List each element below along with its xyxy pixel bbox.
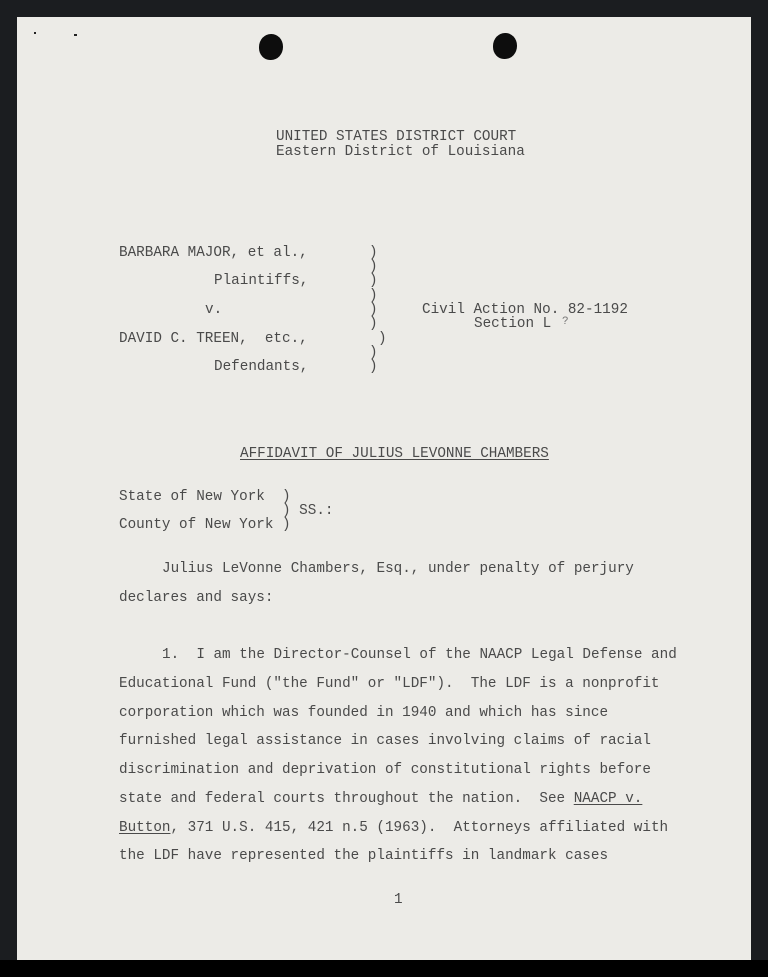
punch-hole-right [493, 33, 517, 59]
venue-ss: ) SS.: [119, 503, 334, 519]
venue-state: State of New York ) [119, 489, 291, 505]
intro-line-1: Julius LeVonne Chambers, Esq., under penalty of perjury [162, 561, 634, 577]
paragraph-1-line: the LDF have represented the plaintiffs in landmark cases [119, 848, 609, 864]
section-handwritten-mark: ? [562, 316, 569, 328]
paragraph-1-text: state and federal courts throughout the nation. See [119, 791, 574, 807]
caption-bracket: ) [369, 273, 378, 289]
scan-speck [34, 32, 36, 34]
intro-line-2: declares and says: [119, 590, 274, 606]
caption-bracket: ) [369, 245, 378, 261]
affidavit-title: AFFIDAVIT OF JULIUS LEVONNE CHAMBERS [240, 446, 549, 462]
case-citation-naacp: NAACP v. [573, 791, 643, 807]
paragraph-1-line: furnished legal assistance in cases involving claims of racial [119, 733, 651, 749]
caption-versus: v. [205, 302, 223, 318]
paragraph-1-line: discrimination and deprivation of constitutional rights before [119, 762, 651, 778]
court-name: UNITED STATES DISTRICT COURT [276, 129, 517, 145]
punch-hole-left [259, 34, 283, 60]
caption-bracket: ) [369, 345, 378, 361]
caption-defendant: DAVID C. TREEN, etc., [119, 331, 308, 347]
case-citation-button: Button [119, 820, 171, 836]
scan-border-bottom [0, 960, 768, 977]
paragraph-1-line: corporation which was founded in 1940 and which has since [119, 705, 609, 721]
paragraph-1-text: , 371 U.S. 415, 421 n.5 (1963). Attorneys affiliated with [170, 820, 669, 836]
court-district: Eastern District of Louisiana [276, 144, 525, 160]
civil-action-number: Civil Action No. 82-1192 [422, 302, 628, 318]
caption-plaintiff-role: Plaintiffs, [214, 273, 309, 289]
document-page [17, 17, 751, 960]
caption-plaintiff: BARBARA MAJOR, et al., [119, 245, 308, 261]
caption-bracket: ) [369, 302, 378, 318]
caption-bracket: ) [369, 359, 378, 375]
paragraph-1-line: Educational Fund ("the Fund" or "LDF"). The LDF is a nonprofit [119, 676, 660, 692]
section-label: Section L [474, 316, 552, 332]
venue-county: County of New York ) [119, 517, 291, 533]
paragraph-1-line [119, 791, 642, 807]
caption-bracket: ) [378, 331, 387, 347]
paragraph-1-line [119, 820, 668, 836]
caption-bracket: ) [369, 288, 378, 304]
scan-speck [74, 34, 77, 36]
caption-bracket: ) [369, 316, 378, 332]
caption-bracket: ) [369, 259, 378, 275]
page-number: 1 [394, 892, 403, 908]
paragraph-1-line: 1. I am the Director-Counsel of the NAACP Legal Defense and [162, 647, 677, 663]
caption-defendant-role: Defendants, [214, 359, 309, 375]
